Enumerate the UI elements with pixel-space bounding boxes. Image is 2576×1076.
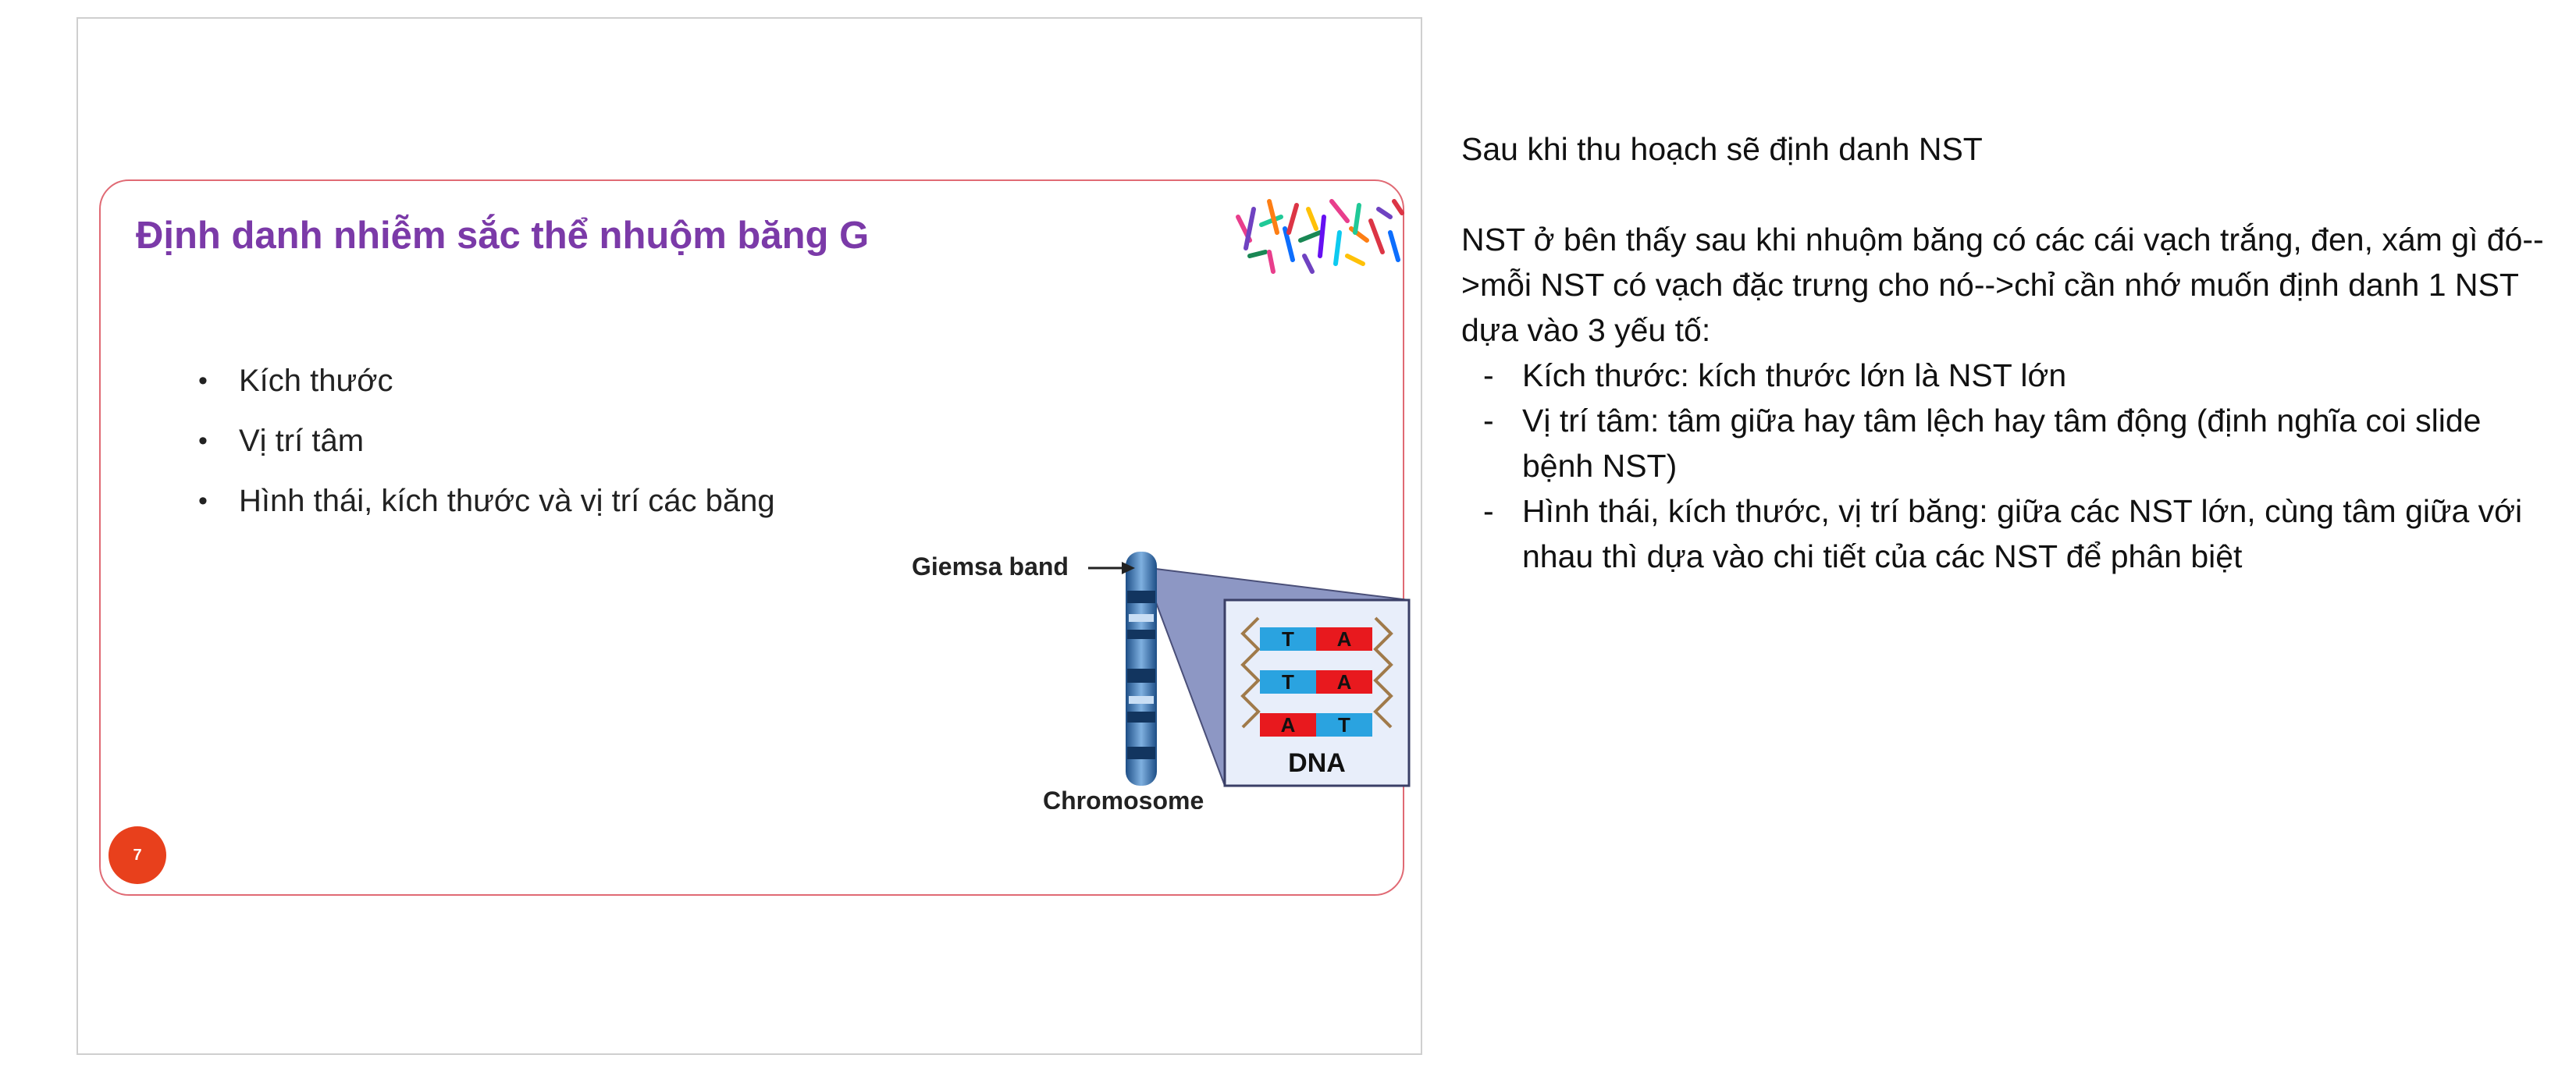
svg-text:T: T: [1282, 627, 1294, 651]
svg-text:A: A: [1336, 670, 1352, 694]
speaker-notes: [1461, 126, 2546, 579]
bullet-item: • Kích thước: [198, 351, 775, 411]
slide: [99, 179, 1404, 896]
chromosome-shape: [1126, 552, 1157, 786]
notes-list: [1461, 353, 2546, 579]
svg-text:A: A: [1280, 713, 1296, 737]
page-number-badge: 7: [109, 826, 166, 884]
bullet-item: • Hình thái, kích thước và vị trí các băng: [198, 471, 775, 531]
slide-title: Định danh nhiễm sắc thể nhuộm băng G: [136, 215, 870, 257]
giemsa-band-label: Giemsa band: [912, 552, 1069, 581]
bullet-item: • Vị trí tâm: [198, 411, 775, 471]
base-pair: [1260, 713, 1372, 737]
svg-text:T: T: [1338, 713, 1350, 737]
svg-text:A: A: [1336, 627, 1352, 651]
base-pair: [1260, 627, 1372, 651]
bullet-list: [198, 351, 775, 531]
dna-label: DNA: [1288, 748, 1346, 778]
svg-text:T: T: [1282, 670, 1294, 694]
notes-list-item: - Hình thái, kích thước, vị trí băng: giữa các NST lớn, cùng tâm giữa với nhau thì dựa vào chi tiết của các NST để phân biệt: [1461, 488, 2546, 579]
notes-list-item: - Kích thước: kích thước lớn là NST lớn: [1461, 353, 2546, 398]
base-pair: [1260, 670, 1372, 694]
chromosome-dna-figure: [807, 544, 1432, 809]
chromosome-label: Chromosome: [1043, 787, 1204, 809]
notes-paragraph: NST ở bên thấy sau khi nhuộm băng có các cái vạch trắng, đen, xám gì đó-->mỗi NST có vạch đặc trưng cho nó-->chỉ cần nhớ muốn định danh 1 NST dựa vào 3 yếu tố:: [1461, 222, 2544, 348]
notes-line: Sau khi thu hoạch sẽ định danh NST: [1461, 131, 1983, 167]
chromosome-logo-icon: [1222, 186, 1407, 278]
notes-list-item: - Vị trí tâm: tâm giữa hay tâm lệch hay tâm động (định nghĩa coi slide bệnh NST): [1461, 398, 2546, 488]
